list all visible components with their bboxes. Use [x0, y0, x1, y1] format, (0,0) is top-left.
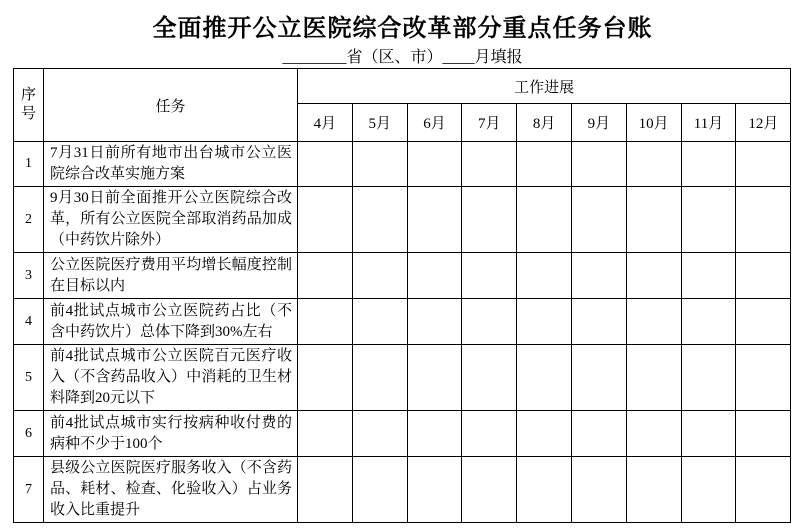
task-text: 9月30日前全面推开公立医院综合改革，所有公立医院全部取消药品加成（中药饮片除外） [44, 187, 298, 253]
progress-cell[interactable] [407, 411, 462, 457]
progress-cell[interactable] [736, 253, 791, 299]
progress-cell[interactable] [407, 345, 462, 411]
progress-cell[interactable] [571, 457, 626, 523]
col-header-month-may: 5月 [352, 104, 407, 142]
table-row [14, 345, 791, 411]
progress-cell[interactable] [298, 253, 353, 299]
progress-cell[interactable] [517, 411, 572, 457]
progress-cell[interactable] [462, 187, 517, 253]
progress-cell[interactable] [298, 411, 353, 457]
row-index: 4 [14, 299, 44, 345]
page-subtitle: ________省（区、市）____月填报 [282, 49, 523, 66]
progress-cell[interactable] [571, 253, 626, 299]
progress-cell[interactable] [626, 142, 681, 187]
page-title: 全面推开公立医院综合改革部分重点任务台账 [152, 16, 653, 42]
row-index: 2 [14, 187, 44, 253]
col-header-month-apr: 4月 [298, 104, 353, 142]
progress-cell[interactable] [462, 345, 517, 411]
progress-cell[interactable] [736, 142, 791, 187]
progress-cell[interactable] [352, 253, 407, 299]
progress-cell[interactable] [298, 187, 353, 253]
col-header-index: 序号 [14, 69, 44, 142]
col-header-month-dec: 12月 [736, 104, 791, 142]
col-header-month-jun: 6月 [407, 104, 462, 142]
progress-cell[interactable] [736, 187, 791, 253]
progress-cell[interactable] [571, 187, 626, 253]
progress-cell[interactable] [298, 345, 353, 411]
table-row [14, 457, 791, 523]
progress-cell[interactable] [681, 345, 736, 411]
progress-cell[interactable] [462, 142, 517, 187]
table-row [14, 253, 791, 299]
progress-cell[interactable] [462, 411, 517, 457]
progress-cell[interactable] [626, 457, 681, 523]
col-header-progress: 工作进展 [298, 69, 791, 104]
col-header-task: 任务 [44, 69, 298, 142]
progress-cell[interactable] [407, 299, 462, 345]
header-row-top [14, 69, 791, 104]
row-index: 5 [14, 345, 44, 411]
progress-cell[interactable] [736, 411, 791, 457]
progress-cell[interactable] [736, 345, 791, 411]
progress-cell[interactable] [352, 299, 407, 345]
progress-cell[interactable] [626, 187, 681, 253]
progress-cell[interactable] [517, 299, 572, 345]
progress-cell[interactable] [352, 142, 407, 187]
progress-cell[interactable] [736, 457, 791, 523]
table-row [14, 299, 791, 345]
progress-cell[interactable] [626, 345, 681, 411]
progress-cell[interactable] [517, 457, 572, 523]
progress-cell[interactable] [626, 411, 681, 457]
progress-cell[interactable] [407, 142, 462, 187]
task-ledger-table [13, 68, 791, 523]
progress-cell[interactable] [407, 253, 462, 299]
progress-cell[interactable] [352, 411, 407, 457]
progress-cell[interactable] [352, 457, 407, 523]
task-text: 前4批试点城市公立医院药占比（不含中药饮片）总体下降到30%左右 [44, 299, 298, 345]
progress-cell[interactable] [681, 187, 736, 253]
progress-cell[interactable] [571, 411, 626, 457]
progress-cell[interactable] [571, 142, 626, 187]
row-index: 6 [14, 411, 44, 457]
task-text: 县级公立医院医疗服务收入（不含药品、耗材、检查、化验收入）占业务收入比重提升 [44, 457, 298, 523]
col-header-month-jul: 7月 [462, 104, 517, 142]
progress-cell[interactable] [407, 457, 462, 523]
progress-cell[interactable] [681, 142, 736, 187]
progress-cell[interactable] [462, 253, 517, 299]
progress-cell[interactable] [626, 299, 681, 345]
row-index: 1 [14, 142, 44, 187]
progress-cell[interactable] [298, 142, 353, 187]
progress-cell[interactable] [517, 187, 572, 253]
task-text: 前4批试点城市实行按病种收付费的病种不少于100个 [44, 411, 298, 457]
progress-cell[interactable] [626, 253, 681, 299]
progress-cell[interactable] [681, 411, 736, 457]
table-row [14, 142, 791, 187]
progress-cell[interactable] [517, 345, 572, 411]
progress-cell[interactable] [352, 345, 407, 411]
progress-cell[interactable] [681, 253, 736, 299]
progress-cell[interactable] [571, 299, 626, 345]
progress-cell[interactable] [736, 299, 791, 345]
progress-cell[interactable] [517, 253, 572, 299]
col-header-month-oct: 10月 [626, 104, 681, 142]
progress-cell[interactable] [681, 299, 736, 345]
progress-cell[interactable] [462, 457, 517, 523]
progress-cell[interactable] [352, 187, 407, 253]
col-header-month-aug: 8月 [517, 104, 572, 142]
table-row [14, 411, 791, 457]
row-index: 3 [14, 253, 44, 299]
progress-cell[interactable] [681, 457, 736, 523]
task-text: 公立医院医疗费用平均增长幅度控制在目标以内 [44, 253, 298, 299]
task-text: 前4批试点城市公立医院百元医疗收入（不含药品收入）中消耗的卫生材料降到20元以下 [44, 345, 298, 411]
col-header-month-sep: 9月 [571, 104, 626, 142]
progress-cell[interactable] [407, 187, 462, 253]
progress-cell[interactable] [298, 299, 353, 345]
row-index: 7 [14, 457, 44, 523]
progress-cell[interactable] [571, 345, 626, 411]
col-header-month-nov: 11月 [681, 104, 736, 142]
progress-cell[interactable] [517, 142, 572, 187]
progress-cell[interactable] [298, 457, 353, 523]
progress-cell[interactable] [462, 299, 517, 345]
task-text: 7月31日前所有地市出台城市公立医院综合改革实施方案 [44, 142, 298, 187]
table-row [14, 187, 791, 253]
